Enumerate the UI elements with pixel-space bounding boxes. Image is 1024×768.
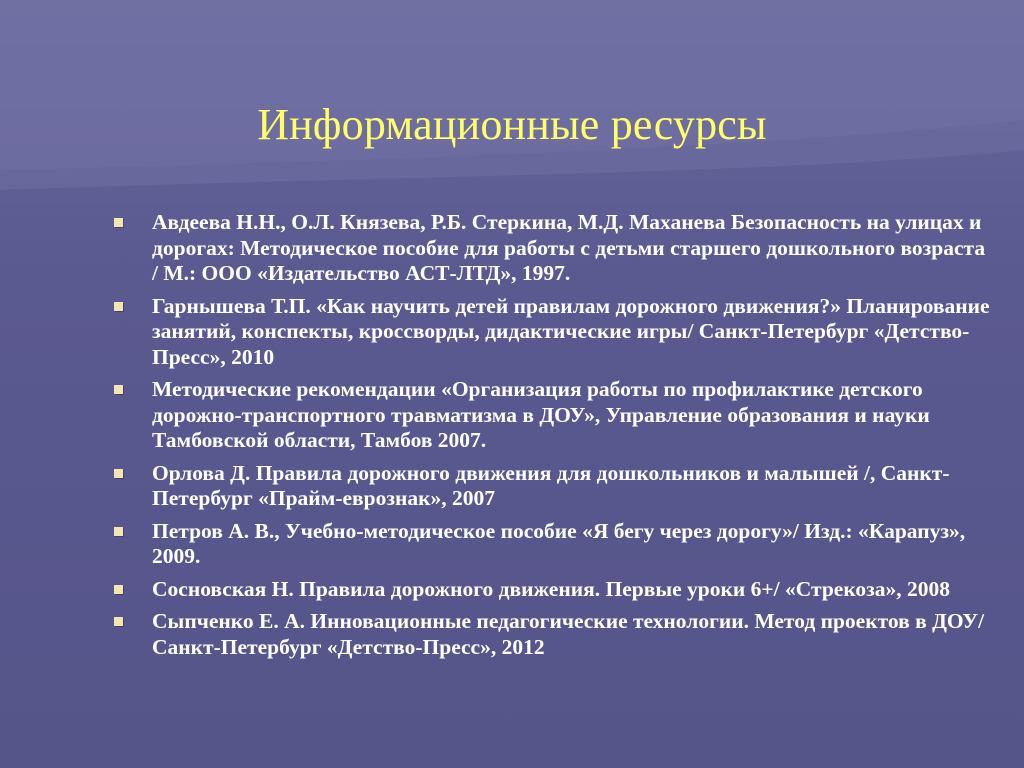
square-bullet-icon — [114, 385, 123, 394]
list-item-text: Гарнышева Т.П. «Как научить детей правилам дорожного движения?» Планирование занятий, конспекты, кроссворды, дидактические игры/ Санкт-Петербург «Детство-Пресс», 2010 — [152, 293, 990, 369]
slide-title: Информационные ресурсы — [257, 100, 767, 150]
list-item — [112, 461, 992, 512]
list-item — [112, 210, 992, 287]
list-item-text: Петров А. В., Учебно-методическое пособие «Я бегу через дорогу»/ Изд.: «Карапуз», 2009. — [152, 518, 966, 568]
square-bullet-icon — [114, 469, 123, 478]
list-item — [112, 377, 992, 454]
square-bullet-icon — [114, 527, 123, 536]
square-bullet-icon — [114, 218, 123, 227]
references-list — [112, 210, 992, 667]
list-item — [112, 609, 992, 660]
list-item — [112, 294, 992, 371]
square-bullet-icon — [114, 617, 123, 626]
list-item-text: Орлова Д. Правила дорожного движения для дошкольников и малышей /, Санкт-Петербург «Прайм-еврознак», 2007 — [152, 460, 950, 510]
square-bullet-icon — [114, 585, 123, 594]
list-item-text: Авдеева Н.Н., О.Л. Князева, Р.Б. Стеркина, М.Д. Маханева Безопасность на улицах и дорогах: Методическое пособие для работы с детьми старшего дошкольного возраста / М.: ООО «Издательство АСТ-ЛТД», 1997. — [152, 210, 986, 285]
list-item-text: Сосновская Н. Правила дорожного движения. Первые уроки 6+/ «Стрекоза», 2008 — [152, 576, 951, 601]
square-bullet-icon — [114, 302, 123, 311]
list-item — [112, 519, 992, 570]
list-item-text: Сыпченко Е. А. Инновационные педагогические технологии. Метод проектов в ДОУ/ Санкт-Петербург «Детство-Пресс», 2012 — [152, 609, 985, 659]
list-item-text: Методические рекомендации «Организация работы по профилактике детского дорожно-транспортного травматизма в ДОУ», Управление образования и науки Тамбовской области, Тамбов 2007. — [152, 377, 930, 452]
list-item — [112, 577, 992, 603]
